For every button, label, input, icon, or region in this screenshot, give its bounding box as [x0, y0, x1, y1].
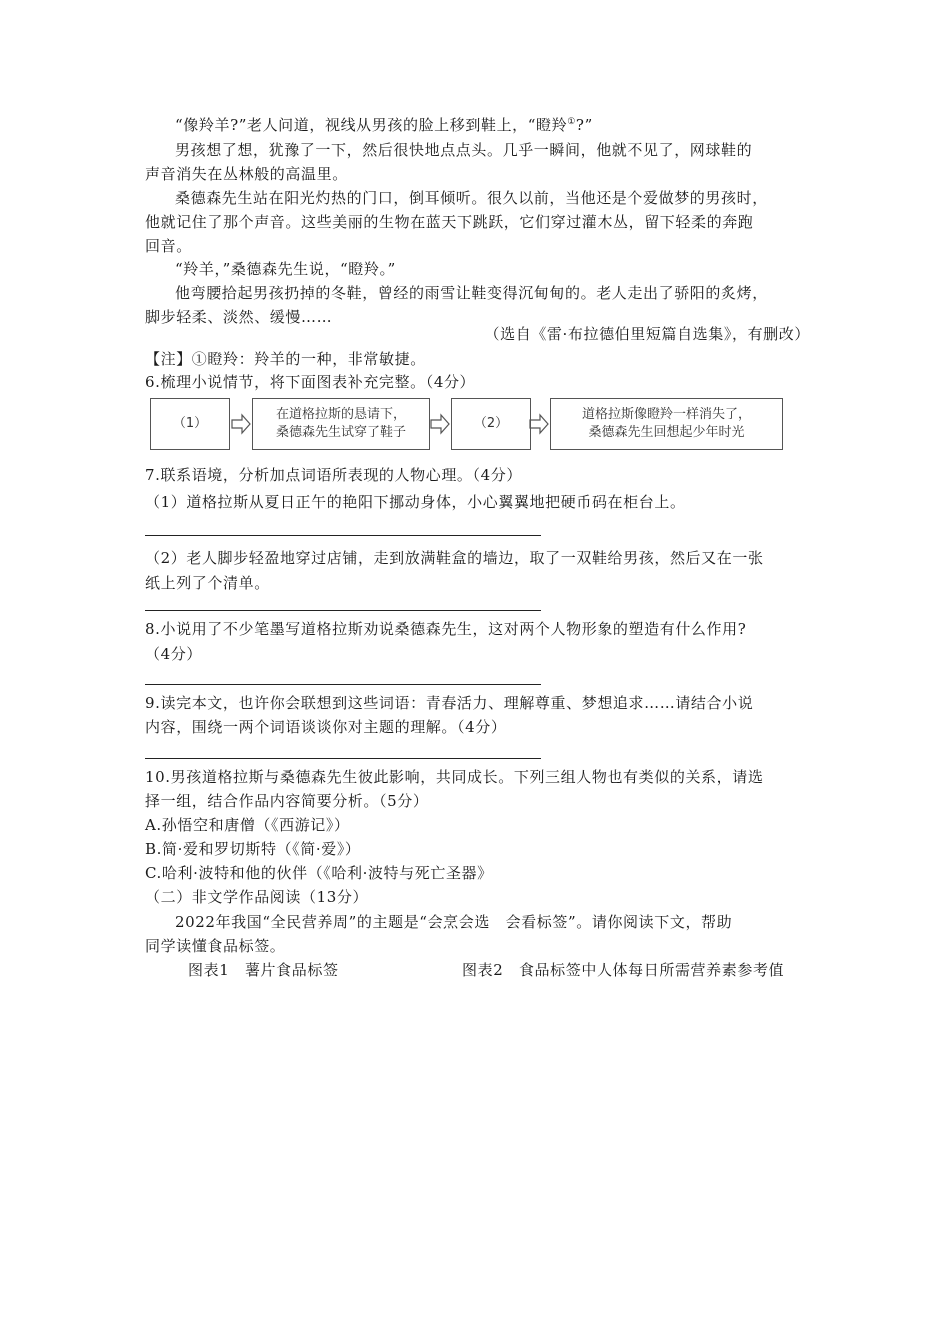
flow-arrow-icon: [231, 413, 251, 435]
section-2-intro-line-2: 同学读懂食品标签。: [145, 937, 286, 955]
footnote-marker: ①: [567, 117, 576, 127]
section-2-intro-line-1: 2022年我国“全民营养周”的主题是“会烹会选 会看标签”。请你阅读下文，帮助: [175, 913, 733, 931]
passage-source: （选自《雷·布拉德伯里短篇自选集》，有删改）: [484, 325, 810, 343]
flow-arrow-icon: [529, 413, 549, 435]
flow-box-step-4: 道格拉斯像瞪羚一样消失了， 桑德森先生回想起少年时光: [550, 398, 783, 450]
question-9-line-1: 9.读完本文，也许你会联想到这些词语：青春活力、理解尊重、梦想追求……请结合小说: [145, 694, 754, 712]
passage-paragraph-2-line-2: 声音消失在丛林般的高温里。: [145, 165, 348, 183]
answer-line-q8[interactable]: [145, 684, 541, 685]
question-6: 6.梳理小说情节，将下面图表补充完整。（4分）: [145, 373, 476, 391]
question-7-sub-1: （1）道格拉斯从夏日正午的艳阳下挪动身体，小心翼翼地把硬币码在柜台上。: [145, 493, 686, 511]
passage-paragraph-3-line-1: 桑德森先生站在阳光灼热的门口，倒耳倾听。很久以前，当他还是个爱做梦的男孩时，: [175, 189, 768, 207]
question-7-sub-2-line-1: （2）老人脚步轻盈地穿过店铺，走到放满鞋盒的墙边，取了一双鞋给男孩，然后又在一张: [145, 549, 764, 567]
passage-paragraph-5-line-2: 脚步轻柔、淡然、缓慢……: [145, 308, 333, 326]
passage-note: 【注】①瞪羚：羚羊的一种，非常敏捷。: [145, 350, 426, 368]
flow-arrow-icon: [430, 413, 450, 435]
figure-2-caption: 图表2 食品标签中人体每日所需营养素参考值: [462, 961, 785, 979]
question-8-line-1: 8.小说用了不少笔墨写道格拉斯劝说桑德森先生，这对两个人物形象的塑造有什么作用?: [145, 620, 747, 638]
figure-1-caption: 图表1 薯片食品标签: [188, 961, 339, 979]
passage-paragraph-5-line-1: 他弯腰拾起男孩扔掉的冬鞋，曾经的雨雪让鞋变得沉甸甸的。老人走出了骄阳的炙烤，: [175, 284, 768, 302]
question-10-line-2: 择一组，结合作品内容简要分析。（5分）: [145, 792, 429, 810]
flow-box-step-2: 在道格拉斯的恳请下， 桑德森先生试穿了鞋子: [252, 398, 430, 450]
answer-line-q9[interactable]: [145, 758, 541, 759]
question-10-line-1: 10.男孩道格拉斯与桑德森先生彼此影响，共同成长。下列三组人物也有类似的关系，请选: [145, 768, 764, 786]
answer-line-q7-1[interactable]: [145, 535, 541, 536]
flow-box-blank-1: （1）: [150, 398, 230, 450]
question-7: 7.联系语境，分析加点词语所表现的人物心理。（4分）: [145, 466, 522, 484]
passage-paragraph-3-line-2: 他就记住了那个声音。这些美丽的生物在蓝天下跳跃，它们穿过灌木丛，留下轻柔的奔跑: [145, 213, 754, 231]
passage-paragraph-1: “像羚羊?”老人问道，视线从男孩的脸上移到鞋上，“瞪羚①?”: [175, 116, 593, 134]
question-10-option-c: C.哈利·波特和他的伙伴（《哈利·波特与死亡圣器》: [145, 864, 493, 882]
question-8-line-2: （4分）: [145, 645, 202, 663]
question-7-sub-2-line-2: 纸上列了个清单。: [145, 574, 270, 592]
question-10-option-a: A.孙悟空和唐僧（《西游记》）: [145, 816, 350, 834]
flow-box-blank-2: （2）: [451, 398, 531, 450]
passage-paragraph-2-line-1: 男孩想了想，犹豫了一下，然后很快地点点头。几乎一瞬间，他就不见了，网球鞋的: [175, 141, 753, 159]
passage-paragraph-3-line-3: 回音。: [145, 237, 192, 255]
section-2-title: （二）非文学作品阅读（13分）: [145, 888, 369, 906]
question-9-line-2: 内容，围绕一两个词语谈谈你对主题的理解。（4分）: [145, 718, 507, 736]
passage-paragraph-4: “羚羊，”桑德森先生说，“瞪羚。”: [175, 260, 396, 278]
question-10-option-b: B.简·爱和罗切斯特（《简·爱》）: [145, 840, 361, 858]
answer-line-q7-2[interactable]: [145, 610, 541, 611]
